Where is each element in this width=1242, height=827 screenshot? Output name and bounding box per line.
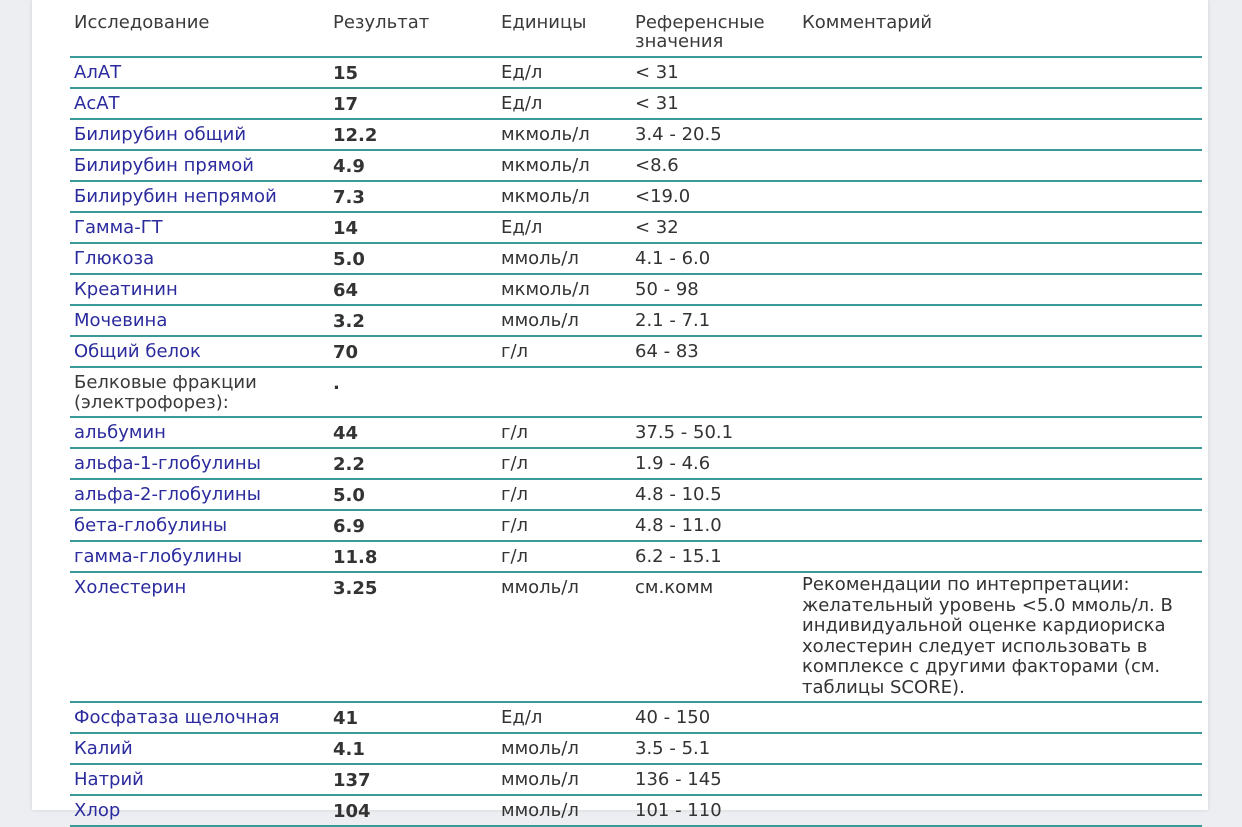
table-row	[70, 510, 1202, 541]
table-row	[70, 417, 1202, 448]
reference-range-cell: 40 - 150	[631, 702, 798, 733]
test-name-cell: Глюкоза	[70, 243, 329, 274]
table-row	[70, 119, 1202, 150]
result-value-cell: 104	[329, 795, 497, 826]
units-cell	[497, 367, 631, 417]
result-value-cell: 64	[329, 274, 497, 305]
table-row	[70, 733, 1202, 764]
comment-cell	[798, 733, 1202, 764]
comment-cell	[798, 181, 1202, 212]
table-row	[70, 181, 1202, 212]
reference-range-cell: < 31	[631, 57, 798, 88]
comment-cell	[798, 367, 1202, 417]
reference-range-cell: <8.6	[631, 150, 798, 181]
reference-range-cell: 50 - 98	[631, 274, 798, 305]
table-row	[70, 479, 1202, 510]
units-cell: ммоль/л	[497, 764, 631, 795]
table-row	[70, 702, 1202, 733]
result-value-cell: 5.0	[329, 479, 497, 510]
result-value-cell: 44	[329, 417, 497, 448]
comment-cell	[798, 88, 1202, 119]
units-cell: г/л	[497, 417, 631, 448]
result-value-cell: 41	[329, 702, 497, 733]
reference-range-cell: 136 - 145	[631, 764, 798, 795]
test-name-cell: Холестерин	[70, 572, 329, 702]
reference-range-cell: 64 - 83	[631, 336, 798, 367]
comment-cell	[798, 336, 1202, 367]
result-value-cell: 3.2	[329, 305, 497, 336]
comment-cell	[798, 243, 1202, 274]
table-row	[70, 764, 1202, 795]
reference-range-cell: 101 - 110	[631, 795, 798, 826]
test-name-cell: Фосфатаза щелочная	[70, 702, 329, 733]
test-name-cell: альфа-2-глобулины	[70, 479, 329, 510]
table-row	[70, 212, 1202, 243]
test-name-cell: альбумин	[70, 417, 329, 448]
header-units: Единицы	[501, 12, 587, 33]
table-row	[70, 541, 1202, 572]
comment-cell	[798, 448, 1202, 479]
units-cell: Ед/л	[497, 88, 631, 119]
units-cell: г/л	[497, 336, 631, 367]
test-name-cell: альфа-1-глобулины	[70, 448, 329, 479]
reference-range-cell: 4.8 - 11.0	[631, 510, 798, 541]
result-value-cell: 14	[329, 212, 497, 243]
result-value-cell: .	[329, 367, 497, 417]
comment-cell	[798, 795, 1202, 826]
units-cell: г/л	[497, 448, 631, 479]
result-value-cell: 6.9	[329, 510, 497, 541]
comment-cell	[798, 541, 1202, 572]
comment-cell	[798, 479, 1202, 510]
result-value-cell: 11.8	[329, 541, 497, 572]
comment-cell	[798, 764, 1202, 795]
comment-cell	[798, 417, 1202, 448]
reference-range-cell: 4.8 - 10.5	[631, 479, 798, 510]
table-row	[70, 150, 1202, 181]
units-cell: ммоль/л	[497, 305, 631, 336]
table-row	[70, 795, 1202, 826]
result-value-cell: 4.1	[329, 733, 497, 764]
comment-cell: Рекомендации по интерпретации: желательный уровень <5.0 ммоль/л. В индивидуальной оценке кардиориска холестерин следует использовать в комплексе с другими факторами (см. таблицы SCORE).	[798, 572, 1202, 702]
reference-range-cell: 1.9 - 4.6	[631, 448, 798, 479]
result-value-cell: 12.2	[329, 119, 497, 150]
table-row	[70, 243, 1202, 274]
test-name-cell: Калий	[70, 733, 329, 764]
reference-range-cell: 37.5 - 50.1	[631, 417, 798, 448]
comment-cell	[798, 212, 1202, 243]
test-name-cell: АсАТ	[70, 88, 329, 119]
table-row	[70, 572, 1202, 702]
results-body	[70, 57, 1202, 826]
reference-range-cell: 6.2 - 15.1	[631, 541, 798, 572]
test-name-cell: бета-глобулины	[70, 510, 329, 541]
table-row	[70, 57, 1202, 88]
reference-range-cell: 3.4 - 20.5	[631, 119, 798, 150]
comment-cell	[798, 305, 1202, 336]
lab-results-table	[70, 0, 1202, 827]
reference-range-cell: 2.1 - 7.1	[631, 305, 798, 336]
units-cell: ммоль/л	[497, 243, 631, 274]
comment-cell	[798, 150, 1202, 181]
units-cell: Ед/л	[497, 212, 631, 243]
result-value-cell: 2.2	[329, 448, 497, 479]
units-cell: Ед/л	[497, 702, 631, 733]
result-value-cell: 137	[329, 764, 497, 795]
comment-cell	[798, 510, 1202, 541]
test-name-cell: Мочевина	[70, 305, 329, 336]
reference-range-cell: < 32	[631, 212, 798, 243]
units-cell: г/л	[497, 479, 631, 510]
units-cell: мкмоль/л	[497, 274, 631, 305]
result-value-cell: 4.9	[329, 150, 497, 181]
test-name-cell: Билирубин общий	[70, 119, 329, 150]
reference-range-cell: < 31	[631, 88, 798, 119]
test-name-cell: Общий белок	[70, 336, 329, 367]
table-header-row	[70, 0, 1202, 57]
reference-range-cell: <19.0	[631, 181, 798, 212]
table-row	[70, 274, 1202, 305]
table-row	[70, 88, 1202, 119]
header-test: Исследование	[74, 12, 210, 33]
reference-range-cell	[631, 367, 798, 417]
units-cell: г/л	[497, 510, 631, 541]
result-value-cell: 17	[329, 88, 497, 119]
results-page	[32, 0, 1208, 822]
test-name-cell: Гамма-ГТ	[70, 212, 329, 243]
test-name-cell: Креатинин	[70, 274, 329, 305]
test-name-cell: Натрий	[70, 764, 329, 795]
test-name-cell: Билирубин прямой	[70, 150, 329, 181]
test-name-cell: АлАТ	[70, 57, 329, 88]
header-result: Результат	[333, 12, 430, 33]
test-name-cell: Хлор	[70, 795, 329, 826]
reference-range-cell: см.комм	[631, 572, 798, 702]
header-reference: Референсные значения	[635, 12, 765, 52]
units-cell: ммоль/л	[497, 733, 631, 764]
table-row	[70, 305, 1202, 336]
comment-cell	[798, 274, 1202, 305]
result-value-cell: 5.0	[329, 243, 497, 274]
units-cell: Ед/л	[497, 57, 631, 88]
result-value-cell: 15	[329, 57, 497, 88]
result-value-cell: 7.3	[329, 181, 497, 212]
comment-cell	[798, 57, 1202, 88]
comment-cell	[798, 702, 1202, 733]
table-row	[70, 448, 1202, 479]
result-value-cell: 70	[329, 336, 497, 367]
reference-range-cell: 3.5 - 5.1	[631, 733, 798, 764]
table-row	[70, 336, 1202, 367]
units-cell: г/л	[497, 541, 631, 572]
header-comment: Комментарий	[802, 12, 933, 33]
units-cell: мкмоль/л	[497, 150, 631, 181]
comment-cell	[798, 119, 1202, 150]
result-value-cell: 3.25	[329, 572, 497, 702]
units-cell: ммоль/л	[497, 795, 631, 826]
table-row	[70, 367, 1202, 417]
reference-range-cell: 4.1 - 6.0	[631, 243, 798, 274]
test-name-cell: гамма-глобулины	[70, 541, 329, 572]
units-cell: мкмоль/л	[497, 119, 631, 150]
units-cell: мкмоль/л	[497, 181, 631, 212]
units-cell: ммоль/л	[497, 572, 631, 702]
test-name-cell: Белковые фракции (электрофорез):	[70, 367, 329, 417]
test-name-cell: Билирубин непрямой	[70, 181, 329, 212]
